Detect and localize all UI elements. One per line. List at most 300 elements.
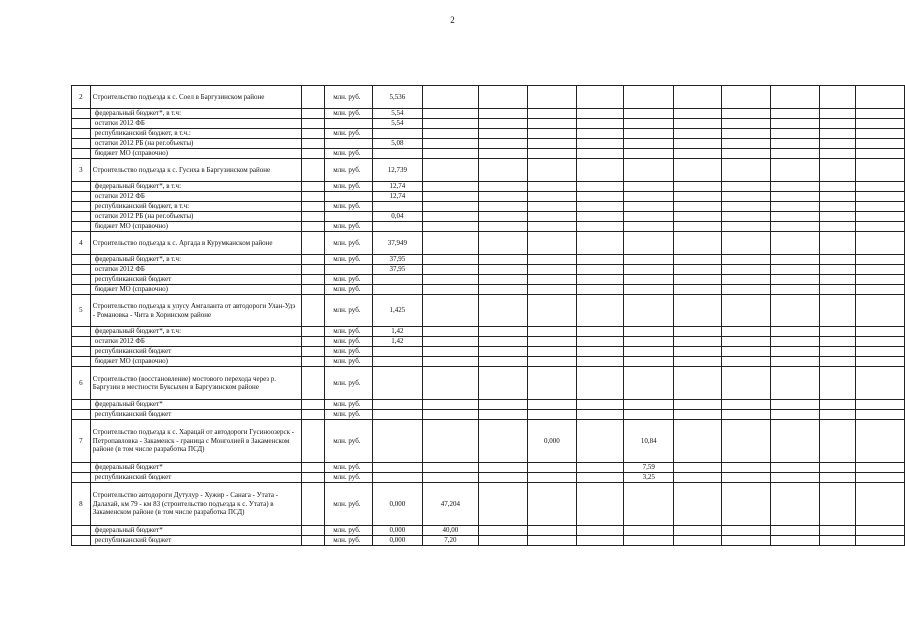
value-cell — [479, 420, 527, 463]
value-cell — [373, 463, 423, 473]
value-cell — [855, 119, 904, 129]
spacer-cell — [302, 255, 325, 265]
value-cell — [577, 159, 624, 182]
table-row-subitem — [72, 357, 905, 367]
value-cell — [770, 275, 819, 285]
value-cell — [527, 232, 577, 255]
spacer-cell — [302, 483, 325, 526]
item-name-cell: бюджет МО (справочно) — [90, 285, 302, 295]
value-cell — [770, 202, 819, 212]
spacer-cell — [302, 202, 325, 212]
value-cell — [855, 265, 904, 275]
unit-cell: млн. руб. — [325, 536, 373, 546]
unit-cell: млн. руб. — [325, 473, 373, 483]
unit-cell — [325, 212, 373, 222]
value-cell — [674, 182, 722, 192]
value-cell — [479, 337, 527, 347]
value-cell — [624, 285, 674, 295]
value-cell — [855, 192, 904, 202]
value-cell — [855, 212, 904, 222]
value-cell — [674, 149, 722, 159]
item-name-cell: Строительство подъезда к улусу Амгаланта от автодороги Улан-Удэ - Романовка - Чита в Хоринском районе — [90, 295, 302, 327]
value-cell — [674, 285, 722, 295]
value-cell — [422, 255, 479, 265]
table-row-item — [72, 420, 905, 463]
value-cell: 5,54 — [373, 109, 423, 119]
value-cell: 37,95 — [373, 255, 423, 265]
spacer-cell — [302, 232, 325, 255]
value-cell — [624, 400, 674, 410]
spacer-cell — [302, 367, 325, 400]
unit-cell: млн. руб. — [325, 483, 373, 526]
value-cell — [722, 295, 770, 327]
value-cell — [855, 473, 904, 483]
value-cell — [722, 159, 770, 182]
value-cell — [674, 327, 722, 337]
value-cell: 1,425 — [373, 295, 423, 327]
value-cell: 0,000 — [527, 420, 577, 463]
value-cell: 37,949 — [373, 232, 423, 255]
value-cell — [624, 86, 674, 109]
value-cell — [577, 109, 624, 119]
value-cell — [770, 337, 819, 347]
row-number-cell — [72, 192, 91, 202]
value-cell — [855, 357, 904, 367]
unit-cell: млн. руб. — [325, 222, 373, 232]
item-name-cell: остатки 2012 ФБ — [90, 119, 302, 129]
value-cell — [722, 285, 770, 295]
item-name-cell: федеральный бюджет* — [90, 463, 302, 473]
item-name-cell: федеральный бюджет* — [90, 400, 302, 410]
value-cell — [722, 232, 770, 255]
value-cell — [479, 536, 527, 546]
value-cell — [855, 86, 904, 109]
value-cell — [624, 192, 674, 202]
value-cell — [820, 337, 856, 347]
value-cell — [624, 295, 674, 327]
value-cell — [770, 265, 819, 275]
value-cell — [855, 149, 904, 159]
value-cell — [479, 119, 527, 129]
value-cell — [820, 192, 856, 202]
value-cell — [820, 265, 856, 275]
value-cell — [820, 222, 856, 232]
value-cell — [855, 182, 904, 192]
value-cell — [770, 182, 819, 192]
value-cell — [820, 400, 856, 410]
unit-cell — [325, 265, 373, 275]
value-cell — [422, 347, 479, 357]
value-cell — [624, 265, 674, 275]
table-row-subitem — [72, 119, 905, 129]
unit-cell: млн. руб. — [325, 109, 373, 119]
value-cell — [527, 483, 577, 526]
value-cell — [770, 526, 819, 536]
value-cell — [722, 86, 770, 109]
value-cell — [577, 255, 624, 265]
value-cell — [820, 159, 856, 182]
value-cell — [422, 109, 479, 119]
unit-cell: млн. руб. — [325, 526, 373, 536]
value-cell — [624, 149, 674, 159]
value-cell — [479, 410, 527, 420]
value-cell — [770, 327, 819, 337]
value-cell — [373, 285, 423, 295]
spacer-cell — [302, 327, 325, 337]
value-cell — [855, 526, 904, 536]
value-cell — [577, 275, 624, 285]
value-cell — [527, 295, 577, 327]
unit-cell: млн. руб. — [325, 410, 373, 420]
value-cell — [624, 129, 674, 139]
value-cell — [820, 285, 856, 295]
value-cell — [722, 149, 770, 159]
item-name-cell: республиканский бюджет — [90, 347, 302, 357]
value-cell — [770, 129, 819, 139]
table-row-subitem — [72, 275, 905, 285]
value-cell — [422, 86, 479, 109]
value-cell — [674, 463, 722, 473]
value-cell: 12,739 — [373, 159, 423, 182]
value-cell — [674, 357, 722, 367]
value-cell — [422, 182, 479, 192]
item-name-cell: республиканский бюджет — [90, 275, 302, 285]
value-cell — [624, 212, 674, 222]
table-body — [72, 86, 905, 546]
value-cell — [722, 410, 770, 420]
value-cell: 47,204 — [422, 483, 479, 526]
table-row-subitem — [72, 222, 905, 232]
value-cell — [820, 420, 856, 463]
value-cell — [577, 265, 624, 275]
value-cell — [373, 410, 423, 420]
value-cell — [479, 159, 527, 182]
spacer-cell — [302, 400, 325, 410]
value-cell — [722, 275, 770, 285]
value-cell — [577, 212, 624, 222]
value-cell — [577, 119, 624, 129]
value-cell — [422, 119, 479, 129]
unit-cell: млн. руб. — [325, 337, 373, 347]
row-number-cell: 8 — [72, 483, 91, 526]
unit-cell: млн. руб. — [325, 275, 373, 285]
value-cell — [624, 357, 674, 367]
row-number-cell: 2 — [72, 86, 91, 109]
spacer-cell — [302, 109, 325, 119]
value-cell — [527, 400, 577, 410]
value-cell — [674, 232, 722, 255]
value-cell — [422, 295, 479, 327]
unit-cell: млн. руб. — [325, 86, 373, 109]
item-name-cell: бюджет МО (справочно) — [90, 357, 302, 367]
value-cell — [624, 483, 674, 526]
value-cell — [770, 536, 819, 546]
value-cell — [527, 182, 577, 192]
value-cell — [722, 212, 770, 222]
value-cell — [373, 222, 423, 232]
row-number-cell: 4 — [72, 232, 91, 255]
value-cell — [373, 367, 423, 400]
value-cell — [722, 109, 770, 119]
value-cell — [527, 149, 577, 159]
page-number: 2 — [450, 15, 455, 25]
row-number-cell — [72, 337, 91, 347]
value-cell — [527, 129, 577, 139]
value-cell — [422, 285, 479, 295]
value-cell — [527, 526, 577, 536]
value-cell — [820, 536, 856, 546]
value-cell — [674, 275, 722, 285]
item-name-cell: республиканский бюджет, в т.ч: — [90, 202, 302, 212]
value-cell — [479, 265, 527, 275]
value-cell — [422, 202, 479, 212]
value-cell: 37,95 — [373, 265, 423, 275]
value-cell — [770, 86, 819, 109]
row-number-cell — [72, 265, 91, 275]
value-cell — [422, 420, 479, 463]
value-cell — [527, 139, 577, 149]
value-cell — [373, 202, 423, 212]
value-cell — [422, 473, 479, 483]
value-cell — [422, 222, 479, 232]
row-number-cell: 5 — [72, 295, 91, 327]
table-row-subitem — [72, 202, 905, 212]
value-cell — [674, 483, 722, 526]
value-cell — [855, 129, 904, 139]
value-cell — [722, 526, 770, 536]
value-cell — [577, 483, 624, 526]
value-cell — [770, 119, 819, 129]
value-cell — [624, 526, 674, 536]
value-cell — [820, 483, 856, 526]
table-row-item — [72, 159, 905, 182]
value-cell — [770, 139, 819, 149]
item-name-cell: Строительство подъезда к с. Харацай от автодороги Гусиноозерск - Петропавловка - Закаменск - граница с Монголией в Закаменском районе (в том числе разработка ПСД) — [90, 420, 302, 463]
row-number-cell — [72, 463, 91, 473]
unit-cell — [325, 192, 373, 202]
spacer-cell — [302, 275, 325, 285]
table-row-subitem — [72, 192, 905, 202]
value-cell — [422, 212, 479, 222]
unit-cell: млн. руб. — [325, 295, 373, 327]
value-cell — [373, 400, 423, 410]
value-cell — [479, 212, 527, 222]
item-name-cell: Строительство подъезда к с. Соел в Баргузинском районе — [90, 86, 302, 109]
value-cell — [820, 275, 856, 285]
value-cell — [722, 202, 770, 212]
value-cell — [624, 159, 674, 182]
value-cell — [624, 202, 674, 212]
value-cell — [422, 367, 479, 400]
value-cell — [770, 285, 819, 295]
value-cell — [722, 182, 770, 192]
row-number-cell: 6 — [72, 367, 91, 400]
item-name-cell: республиканский бюджет — [90, 473, 302, 483]
value-cell — [674, 367, 722, 400]
value-cell — [820, 295, 856, 327]
value-cell — [674, 536, 722, 546]
value-cell — [527, 347, 577, 357]
table-row-subitem — [72, 109, 905, 119]
value-cell — [577, 285, 624, 295]
value-cell — [624, 109, 674, 119]
table-row-subitem — [72, 526, 905, 536]
value-cell: 12,74 — [373, 192, 423, 202]
item-name-cell: республиканский бюджет — [90, 536, 302, 546]
value-cell — [422, 129, 479, 139]
value-cell — [479, 526, 527, 536]
unit-cell: млн. руб. — [325, 202, 373, 212]
value-cell — [479, 483, 527, 526]
table-row-subitem — [72, 536, 905, 546]
item-name-cell: Строительство подъезда к с. Аргада в Курумканском районе — [90, 232, 302, 255]
value-cell — [422, 139, 479, 149]
value-cell — [577, 536, 624, 546]
value-cell — [624, 410, 674, 420]
value-cell — [422, 400, 479, 410]
value-cell — [674, 347, 722, 357]
value-cell — [820, 347, 856, 357]
table-row-subitem — [72, 285, 905, 295]
row-number-cell — [72, 149, 91, 159]
value-cell — [479, 86, 527, 109]
table-row-subitem — [72, 337, 905, 347]
value-cell — [577, 347, 624, 357]
value-cell — [422, 149, 479, 159]
value-cell — [770, 159, 819, 182]
value-cell — [855, 159, 904, 182]
value-cell — [527, 473, 577, 483]
value-cell — [479, 347, 527, 357]
value-cell — [527, 410, 577, 420]
value-cell — [624, 337, 674, 347]
value-cell — [722, 192, 770, 202]
value-cell — [820, 526, 856, 536]
value-cell — [770, 232, 819, 255]
value-cell — [674, 420, 722, 463]
spacer-cell — [302, 182, 325, 192]
item-name-cell: бюджет МО (справочно) — [90, 149, 302, 159]
item-name-cell: бюджет МО (справочно) — [90, 222, 302, 232]
value-cell — [722, 357, 770, 367]
table-row-subitem — [72, 410, 905, 420]
item-name-cell: федеральный бюджет*, в т.ч: — [90, 182, 302, 192]
value-cell — [577, 367, 624, 400]
row-number-cell — [72, 400, 91, 410]
row-number-cell — [72, 129, 91, 139]
value-cell — [577, 337, 624, 347]
value-cell — [577, 232, 624, 255]
value-cell — [624, 536, 674, 546]
row-number-cell — [72, 182, 91, 192]
value-cell — [722, 473, 770, 483]
row-number-cell — [72, 255, 91, 265]
spacer-cell — [302, 222, 325, 232]
value-cell — [527, 202, 577, 212]
value-cell: 5,54 — [373, 119, 423, 129]
value-cell — [770, 483, 819, 526]
value-cell — [820, 129, 856, 139]
row-number-cell — [72, 109, 91, 119]
value-cell — [479, 463, 527, 473]
value-cell — [577, 222, 624, 232]
value-cell — [855, 139, 904, 149]
unit-cell: млн. руб. — [325, 129, 373, 139]
item-name-cell: остатки 2012 РБ (на рег.объекты) — [90, 139, 302, 149]
value-cell — [674, 202, 722, 212]
item-name-cell: Строительство подъезда к с. Гусиха в Баргузинском районе — [90, 159, 302, 182]
value-cell — [422, 275, 479, 285]
value-cell — [674, 222, 722, 232]
value-cell — [527, 119, 577, 129]
value-cell — [820, 473, 856, 483]
table-row-subitem — [72, 149, 905, 159]
value-cell — [577, 473, 624, 483]
table-row-subitem — [72, 473, 905, 483]
spacer-cell — [302, 149, 325, 159]
spacer-cell — [302, 337, 325, 347]
table-row-item — [72, 483, 905, 526]
value-cell — [422, 192, 479, 202]
value-cell — [674, 400, 722, 410]
value-cell — [577, 295, 624, 327]
spacer-cell — [302, 192, 325, 202]
table-row-subitem — [72, 255, 905, 265]
row-number-cell — [72, 222, 91, 232]
value-cell — [527, 463, 577, 473]
value-cell — [422, 265, 479, 275]
unit-cell: млн. руб. — [325, 285, 373, 295]
value-cell — [855, 483, 904, 526]
value-cell — [577, 327, 624, 337]
value-cell — [820, 86, 856, 109]
value-cell — [770, 357, 819, 367]
value-cell — [577, 139, 624, 149]
spacer-cell — [302, 357, 325, 367]
row-number-cell: 3 — [72, 159, 91, 182]
value-cell — [722, 119, 770, 129]
value-cell — [674, 410, 722, 420]
value-cell — [674, 212, 722, 222]
spacer-cell — [302, 285, 325, 295]
item-name-cell: Строительство (восстановление) мостового перехода через р. Баргузин в местности Буксыхен в Баргузинском районе — [90, 367, 302, 400]
item-name-cell: федеральный бюджет*, в т.ч: — [90, 109, 302, 119]
spacer-cell — [302, 86, 325, 109]
value-cell — [722, 337, 770, 347]
value-cell — [577, 129, 624, 139]
spacer-cell — [302, 159, 325, 182]
unit-cell: млн. руб. — [325, 347, 373, 357]
value-cell — [820, 182, 856, 192]
value-cell — [820, 202, 856, 212]
table-row-item — [72, 86, 905, 109]
item-name-cell: остатки 2012 РБ (на рег.объекты) — [90, 212, 302, 222]
value-cell — [855, 347, 904, 357]
value-cell — [820, 119, 856, 129]
value-cell — [373, 420, 423, 463]
value-cell — [674, 119, 722, 129]
unit-cell — [325, 119, 373, 129]
value-cell — [722, 265, 770, 275]
table-row-subitem — [72, 265, 905, 275]
value-cell — [820, 357, 856, 367]
value-cell: 0,000 — [373, 536, 423, 546]
value-cell — [855, 232, 904, 255]
value-cell — [577, 420, 624, 463]
value-cell — [527, 159, 577, 182]
value-cell: 40,00 — [422, 526, 479, 536]
value-cell — [855, 222, 904, 232]
